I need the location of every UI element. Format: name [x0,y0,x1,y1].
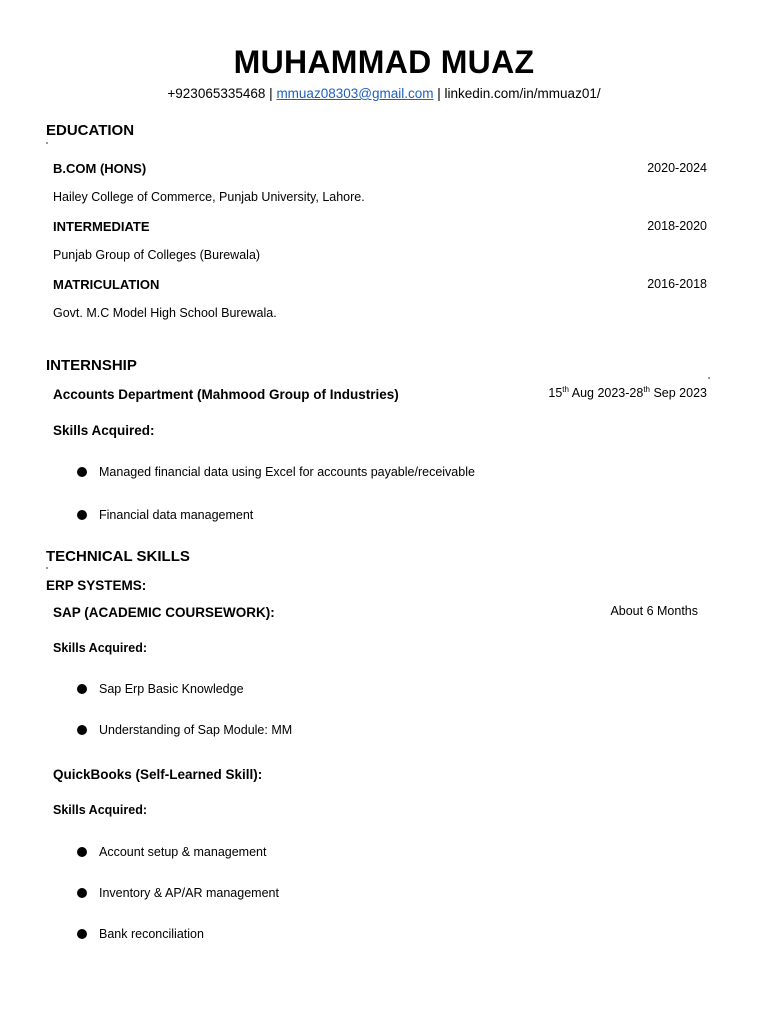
bullet-icon [77,467,87,477]
bullet-icon [77,847,87,857]
decorative-mark [46,567,48,569]
education-institution: Govt. M.C Model High School Burewala. [53,306,277,320]
email-link[interactable]: mmuaz08303@gmail.com [276,86,434,101]
education-degree: MATRICULATION [53,277,160,292]
list-item: Managed financial data using Excel for accounts payable/receivable [77,465,475,479]
section-title-technical-skills: TECHNICAL SKILLS [46,548,190,565]
section-title-education: EDUCATION [46,122,135,139]
section-title-internship: INTERNSHIP [46,357,137,374]
sap-title: SAP (ACADEMIC COURSEWORK): [53,605,275,620]
skills-acquired-label: Skills Acquired: [53,803,148,817]
decorative-mark [708,377,710,379]
internship-role: Accounts Department (Mahmood Group of Industries) [53,387,399,402]
linkedin-url: linkedin.com/in/mmuaz01/ [444,86,601,101]
education-years: 2016-2018 [647,277,707,291]
education-years: 2020-2024 [647,161,707,175]
bullet-icon [77,510,87,520]
bullet-icon [77,725,87,735]
bullet-icon [77,888,87,898]
separator: | [269,86,273,101]
skills-acquired-label: Skills Acquired: [53,641,148,655]
skills-acquired-label: Skills Acquired: [53,423,155,438]
education-degree: B.COM (HONS) [53,161,147,176]
decorative-mark [46,142,48,144]
bullet-icon [77,929,87,939]
erp-systems-label: ERP SYSTEMS: [46,578,147,593]
quickbooks-title: QuickBooks (Self-Learned Skill): [53,767,263,782]
list-item: Understanding of Sap Module: MM [77,723,292,737]
sap-duration: About 6 Months [610,604,698,618]
education-degree: INTERMEDIATE [53,219,150,234]
bullet-icon [77,684,87,694]
list-item: Bank reconciliation [77,927,204,941]
contact-line [0,86,768,101]
list-item: Inventory & AP/AR management [77,886,279,900]
phone-number: +923065335468 [167,86,266,101]
list-item: Financial data management [77,508,253,522]
candidate-name: MUHAMMAD MUAZ [233,44,535,80]
separator: | [437,86,441,101]
education-years: 2018-2020 [647,219,707,233]
education-institution: Punjab Group of Colleges (Burewala) [53,248,261,262]
internship-dates: 15th Aug 2023-28th Sep 2023 [548,384,707,400]
list-item: Sap Erp Basic Knowledge [77,682,244,696]
education-institution: Hailey College of Commerce, Punjab University, Lahore. [53,190,365,204]
list-item: Account setup & management [77,845,266,859]
